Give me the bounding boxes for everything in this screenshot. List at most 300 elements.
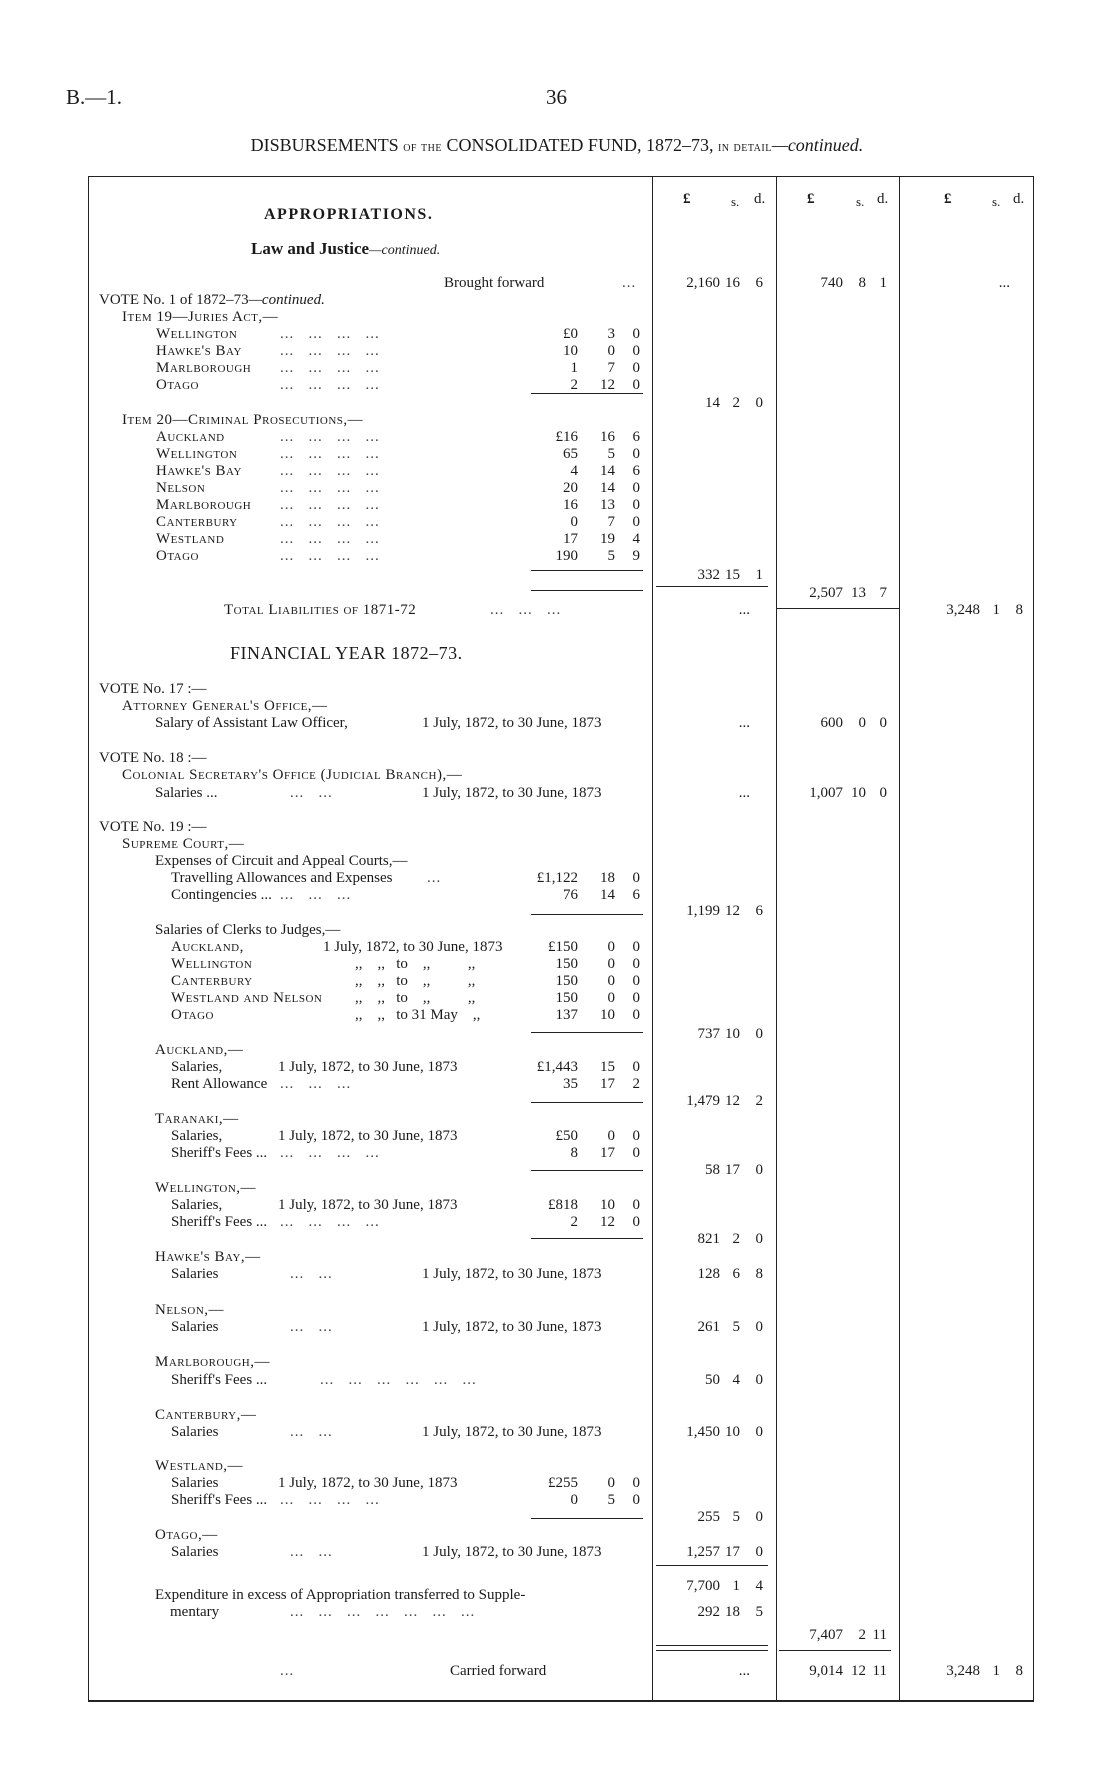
- amount-c1-shillings: 12: [725, 903, 740, 919]
- row-label: Salaries ...: [155, 785, 218, 801]
- amount-c1-shillings: 5: [732, 1509, 740, 1525]
- amount-c2-pounds: 2,507: [809, 585, 843, 601]
- leader-dots: ... ... ... ...: [280, 326, 380, 342]
- amount-c1-pence: 5: [755, 1604, 763, 1620]
- title-in-detail: in detail: [717, 140, 772, 155]
- amount-a-pounds: £255: [548, 1475, 578, 1491]
- amount-c1-pence: 0: [755, 1509, 763, 1525]
- date-period: 1 July, 1872, to 30 June, 1873: [422, 1319, 602, 1335]
- amount-c1-pounds: 737: [697, 1026, 720, 1042]
- ditto-marks: ,, ,, to 31 May ,,: [355, 1007, 481, 1023]
- column-divider-2: [776, 176, 777, 1701]
- amount-c2-shillings: 0: [858, 715, 866, 731]
- amount-c1-dots: ...: [738, 715, 750, 731]
- amount-a-pence: 0: [632, 1128, 640, 1144]
- subheading-continued: —continued.: [369, 243, 441, 258]
- amount-c1-pounds: 332: [697, 567, 720, 583]
- leader-dots: ...: [427, 870, 442, 886]
- row-label: Nelson: [156, 480, 206, 496]
- amount-c1-pounds: 50: [705, 1372, 720, 1388]
- amount-a-pence: 0: [632, 973, 640, 989]
- leader-dots: ... ...: [290, 1266, 333, 1282]
- leader-dots: ... ... ... ...: [280, 343, 380, 359]
- row-label: Salaries: [171, 1319, 219, 1335]
- amount-a-pounds: 76: [563, 887, 578, 903]
- amount-a-pounds: 2: [570, 1214, 578, 1230]
- amount-a-pence: 0: [632, 1475, 640, 1491]
- appropriations-subheading: [251, 240, 440, 259]
- leader-dots: ... ... ... ...: [280, 446, 380, 462]
- sum-rule: [531, 1032, 643, 1033]
- amount-c1-dots: ...: [738, 602, 750, 618]
- amount-a-shillings: 7: [607, 514, 615, 530]
- col3-pence-header: d.: [1013, 191, 1025, 207]
- amount-a-pounds: £0: [563, 326, 578, 342]
- ditto-marks: ,, ,, to ,, ,,: [355, 990, 476, 1006]
- amount-c1-shillings: 10: [725, 1026, 740, 1042]
- amount-a-pounds: 0: [570, 514, 578, 530]
- table-top-rule: [88, 176, 1034, 177]
- amount-c1-pounds: 14: [705, 395, 720, 411]
- amount-a-pence: 6: [632, 429, 640, 445]
- leader-dots: ... ... ... ...: [280, 497, 380, 513]
- row-label: Otago: [156, 377, 200, 393]
- date-period: 1 July, 1872, to 30 June, 1873: [323, 939, 503, 955]
- amount-c1-shillings: 2: [732, 1231, 740, 1247]
- amount-c1-pounds: 292: [697, 1604, 720, 1620]
- amount-a-pence: 0: [632, 870, 640, 886]
- amount-c1-shillings: 4: [732, 1372, 740, 1388]
- amount-c2-pence: 0: [879, 715, 887, 731]
- row-label: Carried forward: [450, 1663, 547, 1679]
- amount-c2-shillings: 12: [851, 1663, 866, 1679]
- ditto-marks: ,, ,, to ,, ,,: [355, 956, 476, 972]
- amount-c2-pounds: 9,014: [809, 1663, 843, 1679]
- amount-a-pounds: 4: [570, 463, 578, 479]
- amount-a-shillings: 5: [607, 548, 615, 564]
- amount-a-shillings: 12: [600, 1214, 615, 1230]
- amount-a-pence: 6: [632, 887, 640, 903]
- amount-c1-pounds: 255: [697, 1509, 720, 1525]
- amount-c3-pounds: 3,248: [946, 1663, 980, 1679]
- amount-c1-pounds: 58: [705, 1162, 720, 1178]
- amount-c2-pounds: 1,007: [809, 785, 843, 801]
- row-label: Sheriff's Fees ...: [171, 1492, 268, 1508]
- row-label: Hawke's Bay: [156, 463, 242, 479]
- amount-a-pence: 6: [632, 463, 640, 479]
- amount-c1-pounds: 1,257: [686, 1544, 720, 1560]
- leader-dots: ... ...: [290, 1544, 333, 1560]
- leader-dots: ... ... ... ...: [280, 360, 380, 376]
- row-label: Wellington,—: [155, 1180, 257, 1196]
- amount-c2-pence: 11: [872, 1663, 887, 1679]
- amount-c1-pounds: 1,199: [686, 903, 720, 919]
- amount-c1-pence: 0: [755, 1231, 763, 1247]
- amount-a-pounds: £16: [555, 429, 578, 445]
- amount-a-pence: 0: [632, 1059, 640, 1075]
- row-label: Taranaki,—: [155, 1111, 239, 1127]
- leader-dots: ... ... ...: [280, 887, 352, 903]
- law-and-justice: Law and Justice: [251, 239, 370, 258]
- amount-c1-pence: 4: [755, 1578, 763, 1594]
- amount-c1-pounds: 1,479: [686, 1093, 720, 1109]
- date-period: 1 July, 1872, to 30 June, 1873: [422, 785, 602, 801]
- row-label: Hawke's Bay: [156, 343, 242, 359]
- amount-c1-pounds: 261: [697, 1319, 720, 1335]
- column-divider-3: [899, 176, 900, 1701]
- amount-c1-pence: 6: [755, 275, 763, 291]
- amount-a-pounds: 150: [555, 973, 578, 989]
- amount-a-shillings: 0: [607, 1475, 615, 1491]
- amount-a-shillings: 10: [600, 1197, 615, 1213]
- amount-c1-pounds: 2,160: [686, 275, 720, 291]
- sum-rule: [531, 1102, 643, 1103]
- amount-c1-pence: 0: [755, 1544, 763, 1560]
- amount-c1-pence: 0: [755, 1372, 763, 1388]
- leader-dots: ... ... ... ...: [280, 429, 380, 445]
- leader-dots: ... ...: [290, 1319, 333, 1335]
- amount-a-pounds: 137: [555, 1007, 578, 1023]
- appropriations-heading: APPROPRIATIONS.: [264, 206, 434, 223]
- amount-a-pounds: 17: [563, 531, 578, 547]
- amount-c1-pence: 0: [755, 1026, 763, 1042]
- amount-a-pence: 0: [632, 326, 640, 342]
- amount-a-shillings: 0: [607, 990, 615, 1006]
- sum-rule: [531, 914, 643, 915]
- row-label: Auckland,: [171, 939, 244, 955]
- amount-a-pence: 0: [632, 497, 640, 513]
- col2-shilling-header: s.: [856, 194, 865, 209]
- leader-dots: ... ... ... ... ... ...: [320, 1372, 477, 1388]
- amount-a-pounds: 150: [555, 956, 578, 972]
- title-fund: CONSOLIDATED FUND, 1872–73,: [446, 135, 714, 155]
- row-label-continued: —continued.: [248, 292, 325, 308]
- amount-a-shillings: 5: [607, 1492, 615, 1508]
- amount-a-pounds: 2: [570, 377, 578, 393]
- amount-c2-pounds: 600: [820, 715, 843, 731]
- leader-dots: ... ... ...: [490, 602, 562, 618]
- date-period: 1 July, 1872, to 30 June, 1873: [278, 1475, 458, 1491]
- date-period: 1 July, 1872, to 30 June, 1873: [422, 1544, 602, 1560]
- amount-c3-dots: ...: [998, 275, 1010, 291]
- amount-c1-pence: 0: [755, 1319, 763, 1335]
- ditto-marks: ,, ,, to ,, ,,: [355, 973, 476, 989]
- row-label: Salaries: [171, 1266, 219, 1282]
- date-period: 1 July, 1872, to 30 June, 1873: [278, 1128, 458, 1144]
- row-label: Attorney General's Office,—: [122, 698, 328, 714]
- amount-c2-shillings: 2: [858, 1627, 866, 1643]
- title-continued: —continued.: [771, 135, 864, 155]
- page-number: 36: [546, 85, 567, 109]
- row-label: VOTE No. 17 :—: [99, 681, 207, 697]
- row-label: Sheriff's Fees ...: [171, 1214, 268, 1230]
- row-label: Auckland,—: [155, 1042, 244, 1058]
- col3-pound-header: £: [944, 191, 952, 207]
- amount-a-shillings: 18: [600, 870, 615, 886]
- leader-dots: ... ...: [290, 1424, 333, 1440]
- leader-dots: ... ... ...: [280, 1076, 352, 1092]
- amount-a-pence: 4: [632, 531, 640, 547]
- col2-pence-header: d.: [877, 191, 889, 207]
- amount-a-pence: 0: [632, 480, 640, 496]
- leader-dots: ... ... ... ...: [280, 1214, 380, 1230]
- amount-a-pence: 0: [632, 1007, 640, 1023]
- row-label: Canterbury: [156, 514, 238, 530]
- amount-c2-pence: 0: [879, 785, 887, 801]
- amount-c3-pence: 8: [1015, 1663, 1023, 1679]
- col1-shilling-header: s.: [731, 194, 740, 209]
- row-label: Westland,—: [155, 1458, 244, 1474]
- amount-c1-pence: 0: [755, 395, 763, 411]
- amount-a-pence: 0: [632, 360, 640, 376]
- amount-a-shillings: 7: [607, 360, 615, 376]
- page-title: [0, 135, 1114, 158]
- amount-a-shillings: 17: [600, 1145, 615, 1161]
- row-label: Item 19—Juries Act,—: [122, 309, 279, 325]
- amount-a-pence: 0: [632, 1145, 640, 1161]
- row-label: Salaries of Clerks to Judges,—: [155, 922, 341, 938]
- row-label: Sheriff's Fees ...: [171, 1145, 268, 1161]
- amount-c1-pence: 6: [755, 903, 763, 919]
- amount-a-pence: 0: [632, 1197, 640, 1213]
- row-label: Westland: [156, 531, 225, 547]
- amount-a-pounds: 10: [563, 343, 578, 359]
- row-label: Salaries: [171, 1544, 219, 1560]
- amount-a-pence: 0: [632, 514, 640, 530]
- sum-rule: [779, 1650, 891, 1651]
- amount-a-shillings: 0: [607, 956, 615, 972]
- amount-c1-shillings: 17: [725, 1162, 740, 1178]
- row-label: Colonial Secretary's Office (Judicial Branch),—: [122, 767, 463, 783]
- amount-a-pence: 0: [632, 343, 640, 359]
- amount-a-pounds: 0: [570, 1492, 578, 1508]
- amount-a-shillings: 10: [600, 1007, 615, 1023]
- row-label: Marlborough: [156, 360, 252, 376]
- row-label: Salary of Assistant Law Officer,: [155, 715, 348, 731]
- row-label: Salaries,: [171, 1059, 223, 1075]
- amount-a-pounds: £150: [548, 939, 578, 955]
- amount-a-shillings: 12: [600, 377, 615, 393]
- amount-a-shillings: 14: [600, 887, 615, 903]
- leader-dots: ... ...: [290, 785, 333, 801]
- amount-c1-shillings: 6: [732, 1266, 740, 1282]
- row-label: Travelling Allowances and Expenses: [171, 870, 393, 886]
- row-label: mentary: [170, 1604, 220, 1620]
- amount-c1-pounds: 128: [697, 1266, 720, 1282]
- row-label: VOTE No. 1 of 1872–73—continued.: [99, 292, 325, 308]
- amount-c1-shillings: 1: [732, 1578, 740, 1594]
- amount-c1-shillings: 16: [725, 275, 740, 291]
- row-label: Auckland: [156, 429, 225, 445]
- amount-c1-shillings: 10: [725, 1424, 740, 1440]
- row-label: Marlborough,—: [155, 1354, 270, 1370]
- amount-a-shillings: 17: [600, 1076, 615, 1092]
- sum-rule: [656, 1565, 768, 1566]
- amount-a-pence: 0: [632, 990, 640, 1006]
- leader-dots: ... ... ... ...: [280, 1492, 380, 1508]
- amount-c2-shillings: 13: [851, 585, 866, 601]
- amount-c1-pence: 2: [755, 1093, 763, 1109]
- leader-dots: ... ... ... ...: [280, 514, 380, 530]
- amount-c2-shillings: 8: [858, 275, 866, 291]
- amount-c1-shillings: 2: [732, 395, 740, 411]
- leader-dots: ... ... ... ... ... ... ...: [290, 1604, 476, 1620]
- amount-c1-shillings: 15: [725, 567, 740, 583]
- sum-rule: [656, 586, 768, 587]
- amount-a-pounds: 16: [563, 497, 578, 513]
- amount-c3-pounds: 3,248: [946, 602, 980, 618]
- amount-c2-pounds: 7,407: [809, 1627, 843, 1643]
- amount-c1-pounds: 821: [697, 1231, 720, 1247]
- col1-pound-header: £: [683, 191, 691, 207]
- row-label: VOTE No. 19 :—: [99, 819, 207, 835]
- amount-a-pence: 0: [632, 956, 640, 972]
- amount-c1-shillings: 18: [725, 1604, 740, 1620]
- row-label: Wellington: [171, 956, 253, 972]
- amount-a-pounds: 20: [563, 480, 578, 496]
- amount-a-pounds: £1,443: [536, 1059, 578, 1075]
- col2-pound-header: £: [807, 191, 815, 207]
- row-label: Otago: [171, 1007, 215, 1023]
- leader-dots: ... ... ... ...: [280, 1145, 380, 1161]
- amount-a-shillings: 3: [607, 326, 615, 342]
- col3-shilling-header: s.: [992, 194, 1001, 209]
- table-right-border: [1033, 176, 1034, 1701]
- title-of-the: of the: [403, 140, 442, 155]
- amount-c2-pence: 11: [872, 1627, 887, 1643]
- col1-pence-header: d.: [754, 191, 766, 207]
- sum-rule: [531, 1170, 643, 1171]
- amount-c1-shillings: 17: [725, 1544, 740, 1560]
- row-label: FINANCIAL YEAR 1872–73.: [230, 643, 463, 663]
- leader-dots: ... ... ... ...: [280, 548, 380, 564]
- amount-a-shillings: 15: [600, 1059, 615, 1075]
- amount-a-pounds: £1,122: [536, 870, 578, 886]
- row-label: Hawke's Bay,—: [155, 1249, 261, 1265]
- row-label: Otago: [156, 548, 200, 564]
- row-label: VOTE No. 18 :—: [99, 750, 207, 766]
- amount-a-pence: 2: [632, 1076, 640, 1092]
- amount-a-pounds: 190: [555, 548, 578, 564]
- row-label: Expenditure in excess of Appropriation transferred to Supple-: [155, 1587, 526, 1603]
- table-left-border: [88, 176, 89, 1701]
- row-label: Brought forward: [444, 275, 545, 291]
- amount-a-pounds: £818: [548, 1197, 578, 1213]
- amount-a-pence: 0: [632, 1214, 640, 1230]
- row-label: Salaries: [171, 1424, 219, 1440]
- date-period: 1 July, 1872, to 30 June, 1873: [422, 1424, 602, 1440]
- amount-a-pence: 0: [632, 377, 640, 393]
- amount-c3-shillings: 1: [992, 1663, 1000, 1679]
- row-label: Wellington: [156, 326, 238, 342]
- amount-c2-pounds: 740: [820, 275, 843, 291]
- sum-rule: [776, 608, 899, 609]
- row-label: Marlborough: [156, 497, 252, 513]
- leader-dots: ...: [622, 275, 637, 291]
- amount-c1-shillings: 12: [725, 1093, 740, 1109]
- date-period: 1 July, 1872, to 30 June, 1873: [278, 1197, 458, 1213]
- amount-a-shillings: 0: [607, 973, 615, 989]
- row-label: Nelson,—: [155, 1302, 225, 1318]
- sum-rule: [531, 590, 643, 591]
- amount-a-shillings: 14: [600, 463, 615, 479]
- row-label: Salaries: [171, 1475, 219, 1491]
- leader-dots: ... ... ... ...: [280, 480, 380, 496]
- amount-c2-pence: 1: [879, 275, 887, 291]
- amount-a-pence: 0: [632, 446, 640, 462]
- sum-rule: [656, 1645, 768, 1646]
- sum-rule: [531, 1238, 643, 1239]
- sum-rule: [656, 1650, 768, 1651]
- date-period: 1 July, 1872, to 30 June, 1873: [278, 1059, 458, 1075]
- amount-c1-dots: ...: [738, 785, 750, 801]
- amount-a-pence: 0: [632, 1492, 640, 1508]
- document-code: B.—1.: [66, 85, 123, 109]
- row-label: Item 20—Criminal Prosecutions,—: [122, 412, 364, 428]
- amount-c1-pounds: 1,450: [686, 1424, 720, 1440]
- amount-c2-shillings: 10: [851, 785, 866, 801]
- row-label: Canterbury,—: [155, 1407, 257, 1423]
- row-label: Sheriff's Fees ...: [171, 1372, 268, 1388]
- row-label: Contingencies ...: [171, 887, 272, 903]
- leader-dots: ...: [280, 1663, 295, 1679]
- row-label: Westland and Nelson: [171, 990, 323, 1006]
- amount-a-shillings: 16: [600, 429, 615, 445]
- amount-c1-dots: ...: [738, 1663, 750, 1679]
- date-period: 1 July, 1872, to 30 June, 1873: [422, 1266, 602, 1282]
- row-label: Salaries,: [171, 1128, 223, 1144]
- amount-c1-pence: 1: [755, 567, 763, 583]
- leader-dots: ... ... ... ...: [280, 531, 380, 547]
- table-bottom-rule: [88, 1700, 1034, 1702]
- amount-c2-pence: 7: [879, 585, 887, 601]
- amount-c1-shillings: 5: [732, 1319, 740, 1335]
- amount-a-pence: 0: [632, 939, 640, 955]
- amount-c3-pence: 8: [1015, 602, 1023, 618]
- leader-dots: ... ... ... ...: [280, 463, 380, 479]
- amount-c3-shillings: 1: [992, 602, 1000, 618]
- row-label: Salaries,: [171, 1197, 223, 1213]
- row-label: Rent Allowance: [171, 1076, 268, 1092]
- amount-c1-pounds: 7,700: [686, 1578, 720, 1594]
- amount-c1-pence: 8: [755, 1266, 763, 1282]
- amount-a-pounds: 8: [570, 1145, 578, 1161]
- amount-a-pounds: 150: [555, 990, 578, 1006]
- amount-a-shillings: 0: [607, 939, 615, 955]
- amount-c1-pence: 0: [755, 1424, 763, 1440]
- amount-a-shillings: 14: [600, 480, 615, 496]
- row-label: Wellington: [156, 446, 238, 462]
- amount-a-shillings: 0: [607, 343, 615, 359]
- leader-dots: ... ... ... ...: [280, 377, 380, 393]
- row-label: Canterbury: [171, 973, 253, 989]
- amount-a-pence: 9: [632, 548, 640, 564]
- row-label: Total Liabilities of 1871-72: [224, 602, 417, 618]
- row-label: Expenses of Circuit and Appeal Courts,—: [155, 853, 408, 869]
- amount-a-shillings: 13: [600, 497, 615, 513]
- sum-rule: [531, 1518, 643, 1519]
- amount-a-pounds: 1: [570, 360, 578, 376]
- title-main: DISBURSEMENTS: [250, 135, 399, 155]
- amount-a-shillings: 19: [600, 531, 615, 547]
- amount-c1-pence: 0: [755, 1162, 763, 1178]
- amount-a-shillings: 0: [607, 1128, 615, 1144]
- amount-a-pounds: 35: [563, 1076, 578, 1092]
- date-period: 1 July, 1872, to 30 June, 1873: [422, 715, 602, 731]
- row-label: Otago,—: [155, 1527, 218, 1543]
- sum-rule: [531, 570, 643, 571]
- amount-a-pounds: £50: [555, 1128, 578, 1144]
